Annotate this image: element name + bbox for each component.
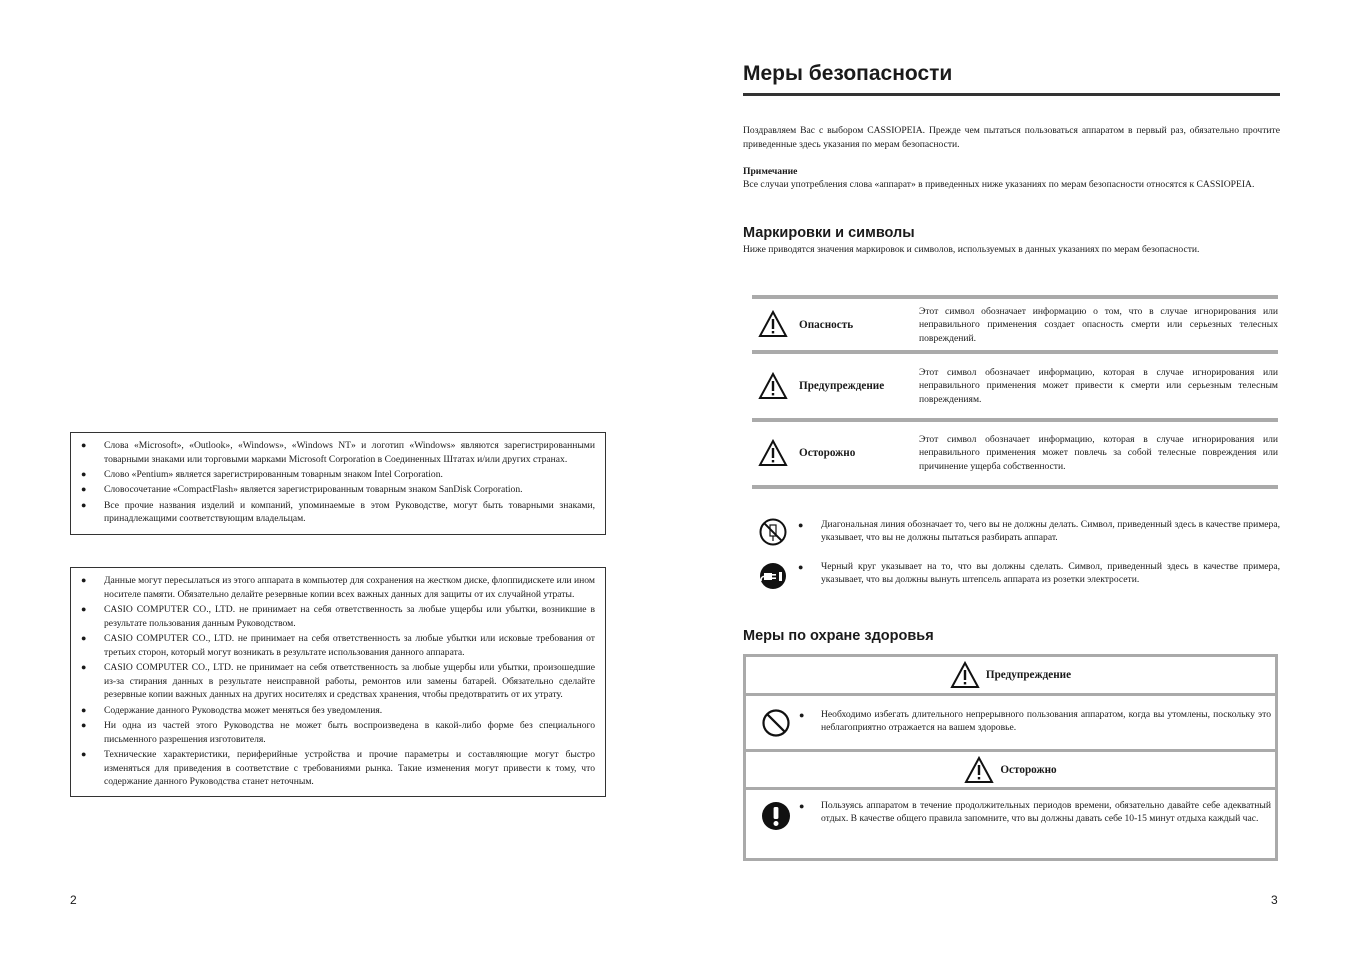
note-label: Примечание: [743, 166, 798, 177]
symbol-description: Этот символ обозначает информацию, которая в случае игнорирования или неправильного применения может привести к смерти или серьезным телесным повреждениям.: [919, 367, 1278, 405]
warning-triangle-icon: [758, 372, 788, 400]
warning-triangle-icon: [964, 756, 994, 784]
markings-intro: Ниже приводятся значения маркировок и символов, используемых в данных указаниях по мерам безопасности.: [743, 244, 1200, 255]
mark-description: Черный круг указывает на то, что вы должны сделать. Символ, приведенный здесь в качестве примера, указывает, что вы должны вынуть штепсель аппарата из розетки электросети.: [821, 561, 1280, 586]
health-header-warning: [746, 657, 1275, 693]
symbol-row-warning: [752, 350, 1278, 418]
list-item: ● CASIO COMPUTER CO., LTD. не принимает на себя ответственность за любые ущербы или убытки, произошедшие из-за стирания данных в результате неисправной работы, ремонтов или замены батарей. Обязательно сделайте резервные копии важных данных на других носителях и средствах хранения, чтобы предотвратить от их утрату.: [81, 661, 595, 702]
list-item: ● Словосочетание «CompactFlash» является зарегистрированным товарным знаком SanDisk Corporation.: [81, 483, 595, 497]
health-header-caution: [746, 752, 1275, 787]
bullet: ●: [798, 562, 804, 572]
health-table: [743, 654, 1278, 861]
health-heading: Меры по охране здоровья: [743, 628, 934, 644]
symbol-description: Этот символ обозначает информацию, которая в случае игнорирования или неправильного применения может повлечь за собой телесные повреждения или причинение ущерба собственности.: [919, 434, 1278, 472]
list-item: ● Слово «Pentium» является зарегистрированным товарным знаком Intel Corporation.: [81, 468, 595, 482]
bullet: ●: [799, 801, 805, 811]
page-number-left: 2: [70, 893, 77, 907]
unplug-icon: [758, 561, 788, 591]
list-item: ● Технические характеристики, периферийные устройства и прочие параметры и составляющие могут быстро изменяться для приведения в соответствие с требованиями рынка. Такие изменения могут привести к тому, что содержание данного Руководства станет неточным.: [81, 748, 595, 789]
page-number-right: 3: [1271, 893, 1278, 907]
health-description: Пользуясь аппаратом в течение продолжительных периодов времени, обязательно давайте себе адекватный отдых. В качестве общего правила запомните, что вы должны давать себе 10-15 минут отдыха каждый час.: [821, 800, 1271, 825]
symbols-table-bottom-rule: [752, 485, 1278, 489]
list-item: ● Содержание данного Руководства может меняться без уведомления.: [81, 704, 595, 718]
note-text: Все случаи употребления слова «аппарат» в приведенных ниже указаниях по мерам безопасности относятся к CASSIOPEIA.: [743, 179, 1255, 190]
symbol-row-caution: [752, 418, 1278, 485]
trademarks-box: [70, 432, 606, 535]
mark-description: Диагональная линия обозначает то, чего вы не должны делать. Символ, приведенный здесь в качестве примера, указывает, что вы не должны пытаться разбирать аппарат.: [821, 519, 1280, 544]
health-label: Предупреждение: [985, 669, 1072, 681]
health-description: Необходимо избегать длительного непрерывного пользования аппаратом, когда вы утомлены, поскольку это неблагоприятно отражается на вашем здоровье.: [821, 709, 1271, 734]
trademarks-list: [81, 439, 595, 526]
list-item: ● Данные могут пересылаться из этого аппарата в компьютер для сохранения на жестком диске, флоппидискете или ином носителе памяти. Обязательно делайте резервные копии всех важных данных для защиты от их случайной утраты.: [81, 574, 595, 601]
prohibited-icon: [761, 708, 791, 738]
symbol-description: Этот символ обозначает информацию о том, что в случае игнорирования или неправильного применения создает опасность смерти или серьезных телесных повреждений.: [919, 306, 1278, 344]
warning-triangle-icon: [758, 439, 788, 467]
list-item: ● CASIO COMPUTER CO., LTD. не принимает на себя ответственность за любые ущербы или убытки, возникшие в результате пользования данным Руководством.: [81, 603, 595, 630]
no-disassemble-icon: [758, 517, 788, 547]
notices-list: [81, 574, 595, 789]
bullet: ●: [799, 710, 805, 720]
warning-triangle-icon: [950, 661, 980, 689]
symbols-table: [752, 295, 1278, 485]
intro-text: Поздравляем Вас с выбором CASSIOPEIA. Прежде чем пытаться пользоваться аппаратом в первый раз, обязательно прочтите приведенные здесь указания по мерам безопасности.: [743, 125, 1280, 150]
markings-heading: Маркировки и символы: [743, 225, 915, 241]
list-item: ● Все прочие названия изделий и компаний, упоминаемые в этом Руководстве, могут быть товарными знаками, принадлежащими соответствующим владельцам.: [81, 499, 595, 526]
notices-box: [70, 567, 606, 797]
warning-triangle-icon: [758, 310, 788, 338]
symbol-label: Осторожно: [799, 447, 856, 459]
list-item: ● Слова «Microsoft», «Outlook», «Windows», «Windows NT» и логотип «Windows» являются зарегистрированными товарными знаками или торговыми марками Microsoft Corporation в Соединенных Штатах и/или других странах.: [81, 439, 595, 466]
health-row-caution: [746, 790, 1275, 858]
list-item: ● CASIO COMPUTER CO., LTD. не принимает на себя ответственность за любые убытки или исковые требования от третьих сторон, который могут возникать в результате использования данного аппарата.: [81, 632, 595, 659]
bullet: ●: [798, 520, 804, 530]
title-rule: [743, 93, 1280, 96]
page-title: Меры безопасности: [743, 62, 953, 85]
health-label: Осторожно: [1000, 763, 1057, 776]
symbol-label: Опасность: [799, 319, 854, 331]
symbol-row-danger: [752, 295, 1278, 350]
list-item: ● Ни одна из частей этого Руководства не может быть воспроизведена в какой-либо форме без специального письменного разрешения изготовителя.: [81, 719, 595, 746]
symbol-label: Предупреждение: [799, 380, 885, 392]
exclamation-icon: [761, 801, 791, 831]
health-row-warning: [746, 696, 1275, 749]
